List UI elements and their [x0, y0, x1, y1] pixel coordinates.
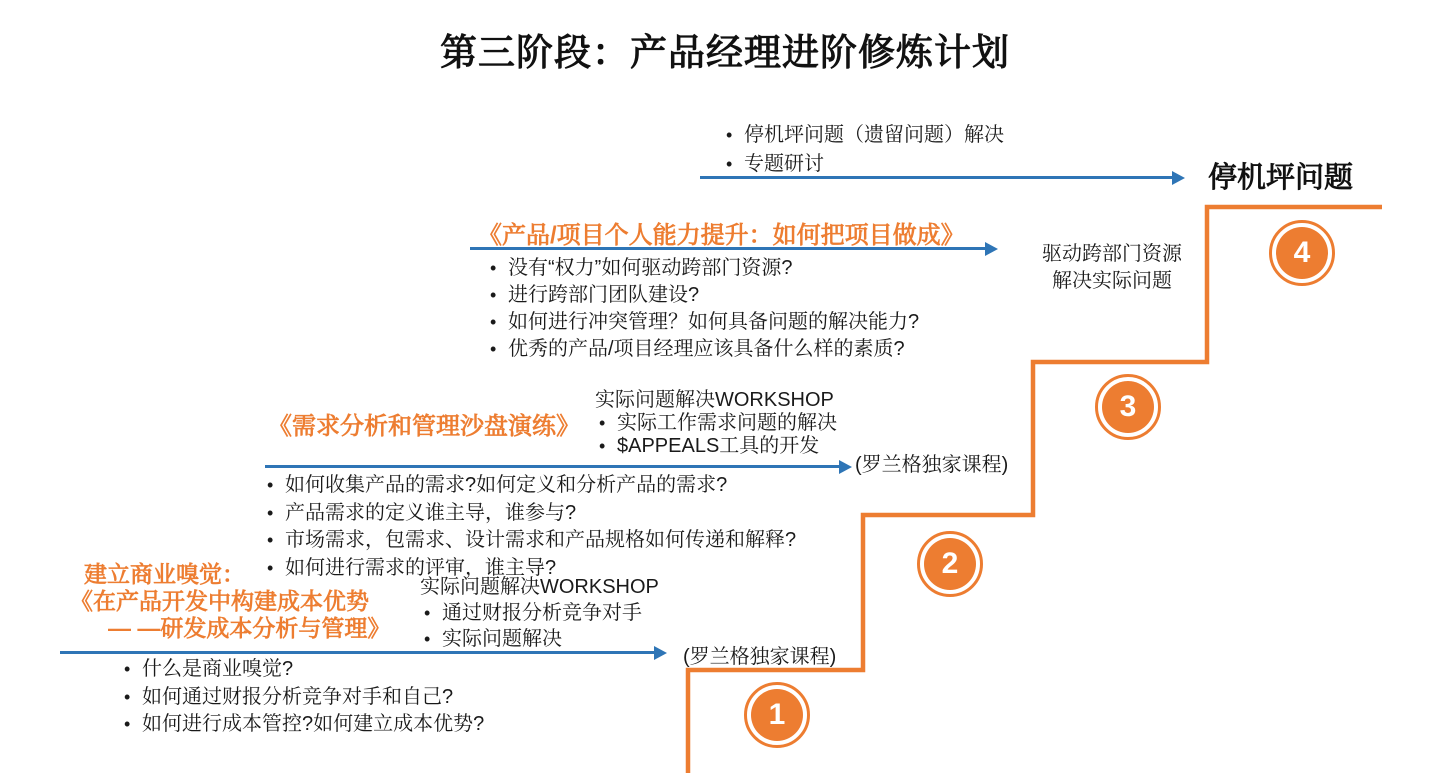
stage4-note-line1: 驱动跨部门资源 [1042, 243, 1182, 265]
stage3-course-title: 《产品/项目个人能力提升：如何把项目做成》 [478, 222, 965, 249]
list-item: • 市场需求，包需求、设计需求和产品规格如何传递和解释? [263, 527, 796, 555]
stage1-course-title [62, 561, 390, 642]
stage1-exclusive-note: (罗兰格独家课程) [683, 646, 837, 668]
list-item: • 如何通过财报分析竞争对手和自己? [120, 684, 484, 712]
stage4-result-heading: 停机坪问题 [1208, 162, 1354, 194]
stage3-bullets [486, 255, 919, 363]
list-item: • 实际问题解决 [420, 626, 659, 652]
stage2-workshop [595, 389, 837, 458]
step-number: 4 [1276, 227, 1328, 279]
list-item: • 没有“权力”如何驱动跨部门资源? [486, 255, 919, 282]
list-item: • 如何进行需求的评审，谁主导? [263, 555, 796, 583]
list-item: • 进行跨部门团队建设? [486, 282, 919, 309]
stage4-arrow [700, 176, 1172, 179]
step-circle-1 [744, 682, 810, 748]
stage1-workshop-title: 实际问题解决WORKSHOP [420, 576, 659, 598]
stage1-course-title-line2: 《在产品开发中构建成本优势 [70, 588, 369, 614]
stage1-course-title-line3: — —研发成本分析与管理》 [108, 615, 391, 641]
list-item: • 停机坪问题（遗留问题）解决 [722, 121, 1004, 150]
step-number: 2 [924, 538, 976, 590]
list-item: • 如何收集产品的需求?如何定义和分析产品的需求? [263, 472, 796, 500]
list-item: • 优秀的产品/项目经理应该具备什么样的素质? [486, 336, 919, 363]
step-number: 1 [751, 689, 803, 741]
list-item: • 通过财报分析竞争对手 [420, 600, 659, 626]
step-circle-2 [917, 531, 983, 597]
list-item: • 专题研讨 [722, 150, 1004, 179]
stage1-course-title-line1: 建立商业嗅觉： [84, 561, 245, 587]
list-item: • 实际工作需求问题的解决 [595, 412, 837, 435]
list-item: • 如何进行冲突管理？如何具备问题的解决能力? [486, 309, 919, 336]
stage3-arrow [470, 247, 985, 250]
stage1-bullets [120, 656, 484, 739]
list-item: • $APPEALS工具的开发 [595, 435, 837, 458]
list-item: • 如何进行成本管控?如何建立成本优势? [120, 711, 484, 739]
step-circle-4 [1269, 220, 1335, 286]
stage2-arrow [265, 465, 839, 468]
stage4-note [1022, 241, 1202, 295]
step-number: 3 [1102, 381, 1154, 433]
stage2-exclusive-note: (罗兰格独家课程) [855, 454, 1009, 476]
stage2-workshop-title: 实际问题解决WORKSHOP [595, 389, 834, 411]
stage4-arrow-bullets [722, 121, 1004, 179]
stage4-note-line2: 解决实际问题 [1052, 270, 1172, 292]
list-item: • 产品需求的定义谁主导，谁参与? [263, 500, 796, 528]
page-title: 第三阶段：产品经理进阶修炼计划 [440, 32, 1010, 73]
stage2-course-title: 《需求分析和管理沙盘演练》 [268, 413, 580, 440]
list-item: • 什么是商业嗅觉? [120, 656, 484, 684]
step-circle-3 [1095, 374, 1161, 440]
stage1-arrow [60, 651, 654, 654]
stage1-workshop [420, 574, 659, 652]
